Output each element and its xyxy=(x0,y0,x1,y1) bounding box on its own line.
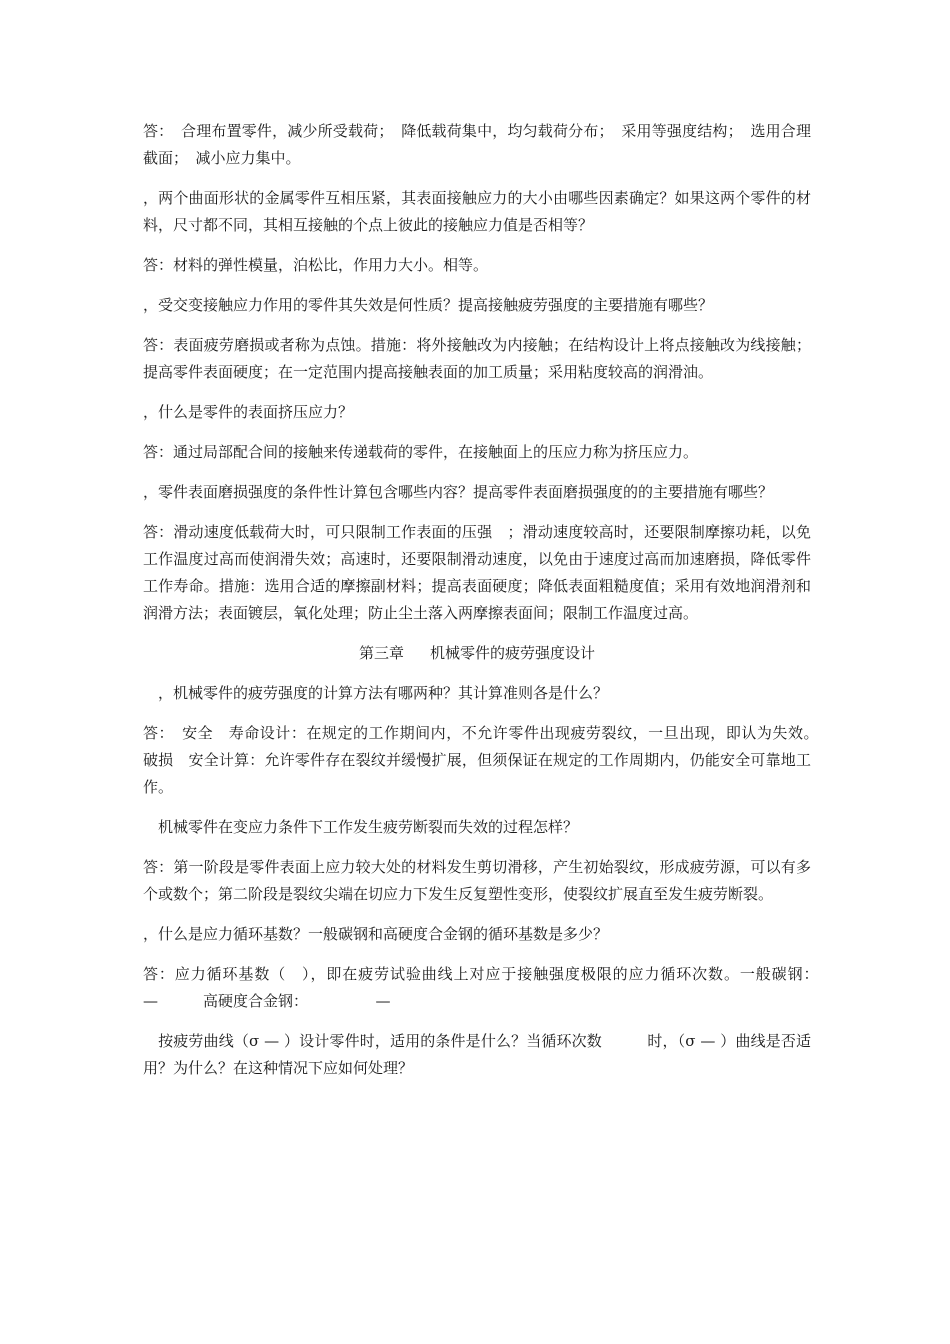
answer-paragraph-11: 答： 安全 寿命设计：在规定的工作期间内，不允许零件出现疲劳裂纹，一旦出现，即认为失效。 破损 安全计算：允许零件存在裂纹并缓慢扩展，但须保证在规定的工作周期内，仍能安全可靠地工作。 xyxy=(143,724,827,796)
question-paragraph-8: ，零件表面磨损强度的条件性计算包含哪些内容？提高零件表面磨损强度的的主要措施有哪些？ xyxy=(143,483,774,501)
question-paragraph-16: 按疲劳曲线（σ — ）设计零件时，适用的条件是什么？当循环次数 时，（σ — ）曲线是否适用？为什么？在这种情况下应如何处理？ xyxy=(143,1032,811,1077)
chapter-number: 第三章 xyxy=(358,644,404,662)
chapter-title: 机械零件的疲劳强度设计 xyxy=(430,644,596,662)
answer-paragraph-7: 答：通过局部配合间的接触来传递载荷的零件，在接触面上的压应力称为挤压应力。 xyxy=(143,443,699,461)
question-paragraph-10: ，机械零件的疲劳强度的计算方法有哪两种？其计算准则各是什么？ xyxy=(143,684,609,702)
chapter-heading xyxy=(143,640,811,667)
question-paragraph-2: ，两个曲面形状的金属零件互相压紧，其表面接触应力的大小由哪些因素确定？如果这两个零件的材料，尺寸都不同，其相互接触的个点上彼此的接触应力值是否相等？ xyxy=(143,189,811,234)
answer-paragraph-9: 答：滑动速度低载荷大时，可只限制工作表面的压强 ；滑动速度较高时，还要限制摩擦功耗，以免工作温度过高而使润滑失效；高速时，还要限制滑动速度，以免由于速度过高而加速磨损，降低零件工作寿命。措施：选用合适的摩擦副材料；提高表面硬度；降低表面粗糙度值；采用有效地润滑剂和润滑方法；表面镀层，氧化处理；防止尘土落入两摩擦表面间；限制工作温度过高。 xyxy=(143,523,811,622)
document-page xyxy=(143,118,857,1095)
answer-paragraph-15: 答：应力循环基数（ ），即在疲劳试验曲线上对应于接触强度极限的应力循环次数。一般碳钢： — 高硬度合金钢： — xyxy=(143,965,857,1010)
question-paragraph-4: ，受交变接触应力作用的零件其失效是何性质？提高接触疲劳强度的主要措施有哪些？ xyxy=(143,296,714,314)
answer-paragraph-5: 答：表面疲劳磨损或者称为点蚀。措施：将外接触改为内接触；在结构设计上将点接触改为线接触；提高零件表面硬度；在一定范围内提高接触表面的加工质量；采用粘度较高的润滑油。 xyxy=(143,336,811,381)
question-paragraph-12: 机械零件在变应力条件下工作发生疲劳断裂而失效的过程怎样？ xyxy=(143,818,579,836)
question-paragraph-14: ，什么是应力循环基数？一般碳钢和高硬度合金钢的循环基数是多少？ xyxy=(143,925,609,943)
answer-paragraph-1: 答： 合理布置零件，减少所受载荷； 降低载荷集中，均匀载荷分布； 采用等强度结构； 选用合理截面； 减小应力集中。 xyxy=(143,122,811,167)
answer-paragraph-3: 答：材料的弹性模量，泊松比，作用力大小。相等。 xyxy=(143,256,489,274)
question-paragraph-6: ，什么是零件的表面挤压应力？ xyxy=(143,403,354,421)
answer-paragraph-13: 答：第一阶段是零件表面上应力较大处的材料发生剪切滑移，产生初始裂纹，形成疲劳源，可以有多个或数个；第二阶段是裂纹尖端在切应力下发生反复塑性变形，使裂纹扩展直至发生疲劳断裂。 xyxy=(143,858,811,903)
